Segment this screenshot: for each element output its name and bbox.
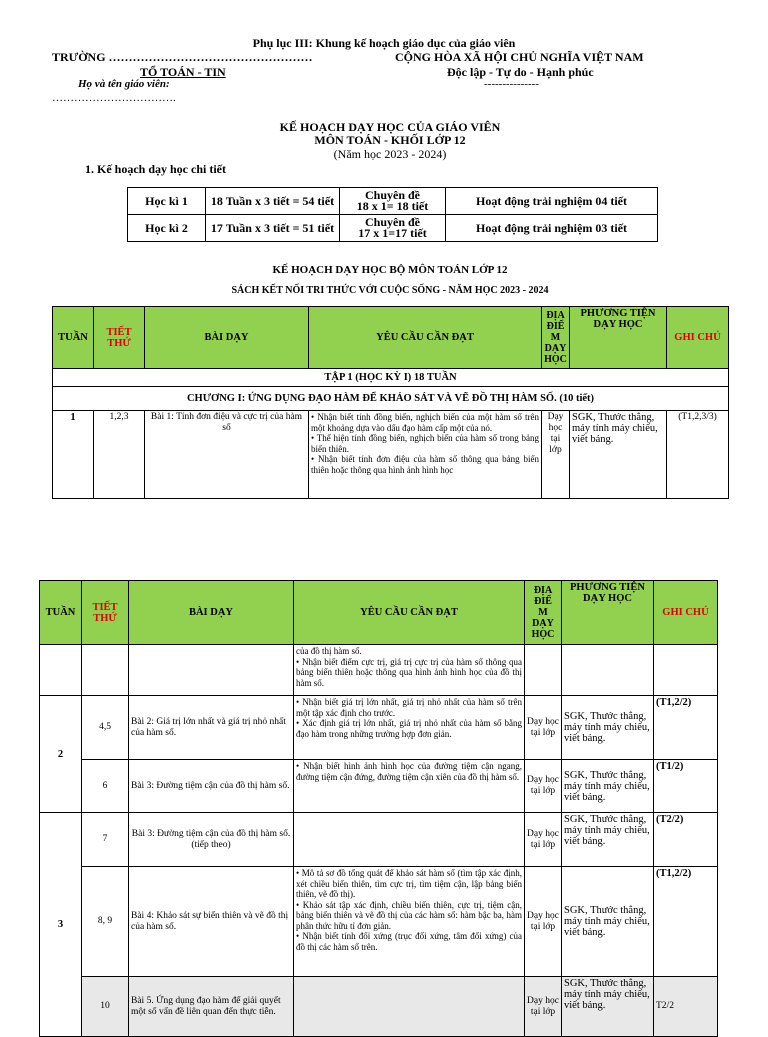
requirement-cell: • Nhận biết tính đồng biến, nghịch biến của một hàm số trên một khoảng dựa vào dấu đạo hàm cấp một của nó. • Thể hiện tính đồng biến, nghịch biến của hàm số trong bảng biến thiên. • Nhận biết tính đơn điệu của hàm số thông qua bảng biến thiên hoặc thông qua hình ảnh hình học (309, 411, 542, 499)
header-row (40, 581, 718, 645)
col-period-header: TIẾT THỨ (82, 581, 129, 645)
col-period-header: TIẾT THỨ (94, 307, 145, 369)
period-cell: 10 (82, 977, 129, 1037)
term-topic: Chuyên đề 17 x 1=17 tiết (340, 215, 446, 242)
motto-rule: --------------- (484, 78, 539, 90)
chapter-row (53, 387, 729, 411)
table-row (40, 867, 718, 977)
notes-cell: (T1,2,3/3) (667, 411, 729, 499)
teacher-label: Họ và tên giáo viên: (78, 78, 170, 90)
lesson-cell: Bài 3: Đường tiệm cận của đồ thị hàm số. (tiếp theo) (129, 813, 294, 867)
plan-subject: MÔN TOÁN - KHỐI LỚP 12 (314, 133, 466, 147)
period-cell: 8, 9 (82, 867, 129, 977)
tools-cell: SGK, Thước thẳng, máy tính máy chiếu, viết bảng. (562, 813, 654, 867)
requirement-cell (294, 813, 525, 867)
country-name: CỘNG HÒA XÃ HỘI CHỦ NGHĨA VIỆT NAM (395, 50, 644, 64)
col-tools-header: PHƯƠNG TIỆN DẠY HỌC (570, 307, 667, 369)
term-name: Học kì 2 (128, 215, 206, 242)
col-lesson-header: BÀI DẠY (129, 581, 294, 645)
col-week-header: TUẦN (40, 581, 82, 645)
lesson-plan-table-page1 (52, 306, 729, 499)
place-cell: Dạy học tại lớp (525, 760, 562, 813)
lesson-cell: Bài 5. Ứng dụng đạo hàm để giải quyết một số vấn đề liên quan đến thực tiễn. (129, 977, 294, 1037)
period-cell: 1,2,3 (94, 411, 145, 499)
tools-cell: SGK, Thước thẳng, máy tính máy chiếu, viết bảng. (570, 411, 667, 499)
term-activity: Hoạt động trải nghiệm 03 tiết (446, 215, 658, 242)
plan-table-subtitle: SÁCH KẾT NỐI TRI THỨC VỚI CUỘC SỐNG - NĂM HỌC 2023 - 2024 (231, 285, 549, 296)
notes-cell: (T2/2) (654, 813, 718, 867)
col-lesson-header: BÀI DẠY (145, 307, 309, 369)
lesson-cell: Bài 4: Khảo sát sự biến thiên và vẽ đồ thị của hàm số. (129, 867, 294, 977)
table-row (40, 760, 718, 813)
place-cell: Dạy học tại lớp (525, 813, 562, 867)
tools-cell: SGK, Thước thẳng, máy tính máy chiếu, viết bảng. (562, 760, 654, 813)
week-cell: 2 (40, 696, 82, 813)
col-requirement-header: YÊU CẦU CẦN ĐẠT (294, 581, 525, 645)
lesson-plan-table-page2 (39, 580, 718, 1037)
table-row (53, 411, 729, 499)
col-notes-header: GHI CHÚ (654, 581, 718, 645)
tools-cell: SGK, Thước thẳng, máy tính máy chiếu, viết bảng. (562, 867, 654, 977)
summary-row (128, 188, 658, 215)
term-activity: Hoạt động trải nghiệm 04 tiết (446, 188, 658, 215)
school-year: (Năm học 2023 - 2024) (333, 147, 447, 161)
table-row (40, 696, 718, 760)
table-row (40, 977, 718, 1037)
col-tools-header: PHƯƠNG TIỆN DẠY HỌC (562, 581, 654, 645)
notes-cell: T2/2 (654, 977, 718, 1037)
col-week-header: TUẦN (53, 307, 94, 369)
period-cell: 7 (82, 813, 129, 867)
place-cell: Dạy học tại lớp (525, 867, 562, 977)
week-cell: 3 (40, 813, 82, 1037)
term-weeks: 18 Tuần x 3 tiết = 54 tiết (206, 188, 340, 215)
col-requirement-header: YÊU CẦU CẦN ĐẠT (309, 307, 542, 369)
notes-cell: (T1,2/2) (654, 867, 718, 977)
term-row (53, 369, 729, 387)
period-cell: 6 (82, 760, 129, 813)
appendix-title: Phụ lục III: Khung kế hoạch giáo dục của giáo viên (252, 36, 516, 50)
place-cell: Dạy học tại lớp (525, 696, 562, 760)
week-cell: 1 (53, 411, 94, 499)
section-heading: 1. Kế hoạch dạy học chi tiết (85, 162, 226, 176)
header-row (53, 307, 729, 369)
plan-main-title: KẾ HOẠCH DẠY HỌC CỦA GIÁO VIÊN (279, 120, 501, 134)
group-name: TỔ TOÁN - TIN (140, 65, 226, 79)
col-place-header: ĐỊA ĐIỂ M DẠY HỌC (525, 581, 562, 645)
col-notes-header: GHI CHÚ (667, 307, 729, 369)
period-cell: 4,5 (82, 696, 129, 760)
place-cell: Dạy học tại lớp (525, 977, 562, 1037)
summary-row (128, 215, 658, 242)
term-summary-table (127, 187, 658, 242)
term-weeks: 17 Tuần x 3 tiết = 51 tiết (206, 215, 340, 242)
requirement-cell (294, 977, 525, 1037)
tools-cell: SGK, Thước thẳng, máy tính máy chiếu, viết bảng. (562, 977, 654, 1037)
teacher-dots: ……………………………. (52, 92, 176, 104)
motto: Độc lập - Tự do - Hạnh phúc (447, 65, 594, 79)
requirement-cell: • Mô tả sơ đồ tổng quát để khảo sát hàm số (tìm tập xác định, xét chiều biến thiên, tìm cực trị, tìm tiệm cận, lập bảng biến thiên, vẽ đồ thị). • Khảo sát tập xác định, chiều biến thiên, cực trị, tiệm cận, bảng biến thiên và vẽ đồ thị của các hàm số: hàm bậc ba, hàm phân thức hữu tỉ đơn giản. • Nhận biết tính đối xứng (trục đối xứng, tâm đối xứng) của đồ thị các hàm số trên. (294, 867, 525, 977)
chapter-title: CHƯƠNG I: ỨNG DỤNG ĐẠO HÀM ĐỂ KHẢO SÁT VÀ VẼ ĐỒ THỊ HÀM SỐ. (10 tiết) (53, 387, 729, 411)
lesson-cell: Bài 1: Tính đơn điệu và cực trị của hàm số (145, 411, 309, 499)
requirement-cell: của đồ thị hàm số. • Nhận biết điểm cực trị, giá trị cực trị của hàm số thông qua bảng biến thiên hoặc thông qua hình ảnh hình học của đồ thị hàm số. (294, 645, 525, 696)
lesson-cell: Bài 3: Đường tiệm cận của đồ thị hàm số. (129, 760, 294, 813)
term-label: TẬP 1 (HỌC KỲ I) 18 TUẦN (53, 369, 729, 387)
term-topic: Chuyên đề 18 x 1= 18 tiết (340, 188, 446, 215)
place-cell: Dạy học tại lớp (542, 411, 570, 499)
school-line: TRƯỜNG …………………………………………… (52, 50, 313, 64)
table-row (40, 813, 718, 867)
col-place-header: ĐỊA ĐIỂ M DẠY HỌC (542, 307, 570, 369)
lesson-cell: Bài 2: Giá trị lớn nhất và giá trị nhỏ nhất của hàm số. (129, 696, 294, 760)
notes-cell: (T1,2/2) (654, 696, 718, 760)
tools-cell: SGK, Thước thẳng, máy tính máy chiếu, viết bảng. (562, 696, 654, 760)
plan-table-title: KẾ HOẠCH DẠY HỌC BỘ MÔN TOÁN LỚP 12 (272, 264, 508, 276)
requirement-cell: • Nhận biết hình ảnh hình học của đường tiệm cận ngang, đường tiệm cận đứng, đường tiệm cận xiên của đồ thị hàm số. (294, 760, 525, 813)
requirement-cell: • Nhận biết giá trị lớn nhất, giá trị nhỏ nhất của hàm số trên một tập xác định cho trước. • Xác định giá trị lớn nhất, giá trị nhỏ nhất của hàm số bằng đạo hàm trong những trường hợp đơn giản. (294, 696, 525, 760)
term-name: Học kì 1 (128, 188, 206, 215)
notes-cell: (T1/2) (654, 760, 718, 813)
table-row (40, 645, 718, 696)
